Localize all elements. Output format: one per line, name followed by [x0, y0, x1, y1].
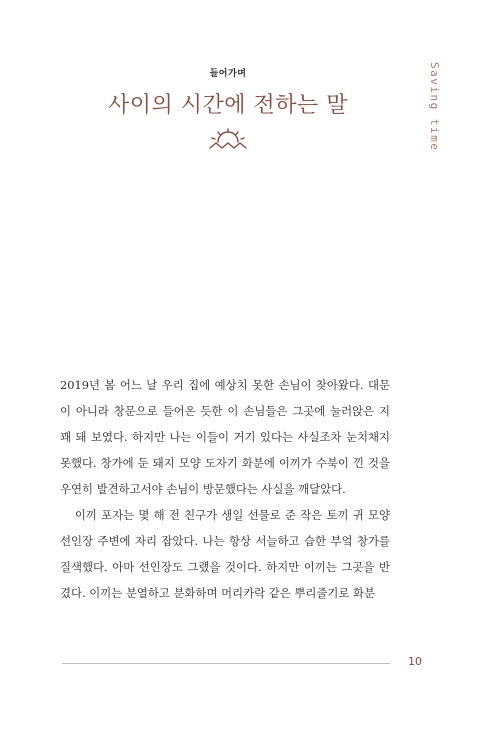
body-text: [60, 372, 390, 606]
page-number: 10: [408, 655, 422, 668]
section-kicker: 들어가며: [209, 69, 247, 79]
paragraph: 2019년 봄 어느 날 우리 집에 예상치 못한 손님이 찾아왔다. 대문이 아니라 창문으로 들어온 듯한 이 손님들은 그곳에 눌러앉은 지 꽤 돼 보였다. 하지만 나는 이들이 거기 있다는 사실조차 눈치채지 못했다. 창가에 둔 돼지 모양 도자기 화분에 이끼가 수북이 낀 것을 우연히 발견하고서야 손님이 방문했다는 사실을 깨달았다.: [60, 378, 390, 496]
sunrise-icon: [204, 128, 252, 150]
side-running-head: Saving time: [428, 62, 441, 152]
paragraph: 이끼 포자는 몇 해 전 친구가 생일 선물로 준 작은 토끼 귀 모양 선인장 주변에 자리 잡았다. 나는 항상 서늘하고 습한 부엌 창가를 질색했다. 아마 선인장도 그랬을 것이다. 하지만 이끼는 그곳을 반겼다. 이끼는 분열하고 분화하며 머리카락 같은 뿌리줄기로 화분: [60, 508, 390, 600]
chapter-title: 사이의 시간에 전하는 말: [107, 93, 348, 118]
footer-divider: [62, 663, 390, 664]
